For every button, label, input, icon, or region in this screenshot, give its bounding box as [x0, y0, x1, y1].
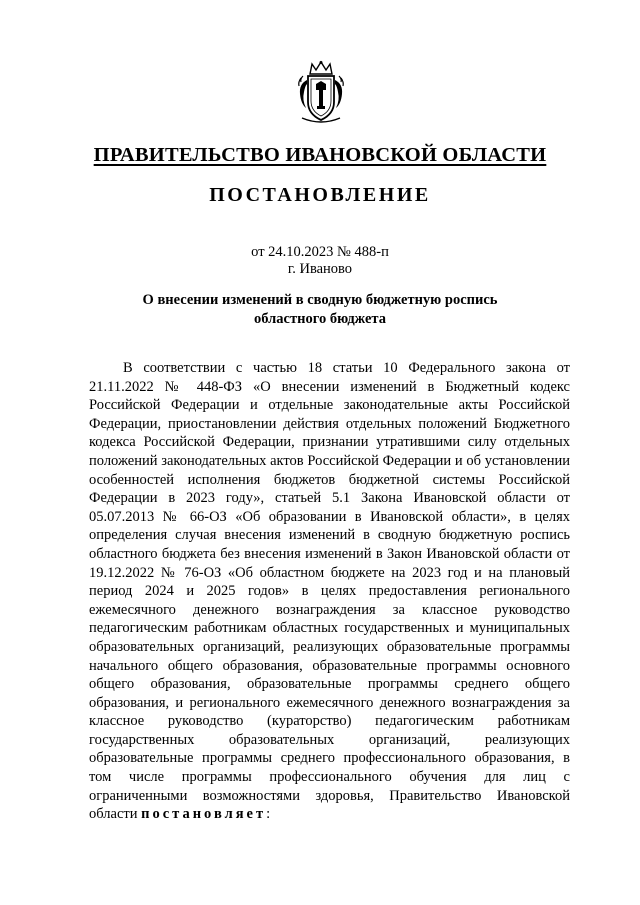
coat-of-arms-icon — [296, 60, 346, 126]
city: г. Иваново — [287, 261, 353, 277]
body-paragraph — [89, 359, 570, 824]
document-type: ПОСТАНОВЛЕНИЕ — [209, 184, 431, 206]
resolves-word: постановляет — [141, 806, 267, 823]
date-number: от 24.10.2023 № 488-п — [251, 244, 389, 260]
body-colon: : — [266, 806, 271, 823]
body-text: В соответствии с частью 18 статьи 10 Федерального закона от 21.11.2022 № 448-ФЗ «О внесении изменений в Бюджетный кодекс Российской Федерации и отдельные законодательные акты Российской Федерации, приостановлении действия отдельных положений Бюджетного кодекса Российской Федерации, признании утратившими силу отдельных положений законодательных актов Российской Федерации и об установлении особенностей исполнения бюджетов бюджетной системы Российской Федерации в 2023 году», статьей 5.1 Закона Ивановской области от 05.07.2013 № 66-ОЗ «Об образовании в Ивановской области», в целях определения случая внесения изменений в сводную бюджетную роспись областного бюджета без внесения изменений в Закон Ивановской области от 19.12.2022 № 76-ОЗ «Об областном бюджете на 2023 год и на плановый период 2024 и 2025 годов» в целях предоставления регионального ежемесячного денежного вознаграждения за классное руководство педагогическим работникам областных государственных и муниципальных образовательных организаций, реализующих образовательные программы начального общего образования, образовательные программы основного общего образования, образовательные программы среднего общего образования, и регионального ежемесячного денежного вознаграждения за классное руководство (кураторство) педагогическим работникам государственных образовательных организаций, реализующих образовательные программы среднего профессионального образования, в том числе программы профессионального обучения для лиц с ограниченными возможностями здоровья, Правительство Ивановской области — [89, 360, 570, 823]
document-title: О внесении изменений в сводную бюджетную роспись областного бюджета — [142, 292, 498, 327]
government-name: ПРАВИТЕЛЬСТВО ИВАНОВСКОЙ ОБЛАСТИ — [93, 144, 547, 166]
date-block — [0, 244, 640, 278]
